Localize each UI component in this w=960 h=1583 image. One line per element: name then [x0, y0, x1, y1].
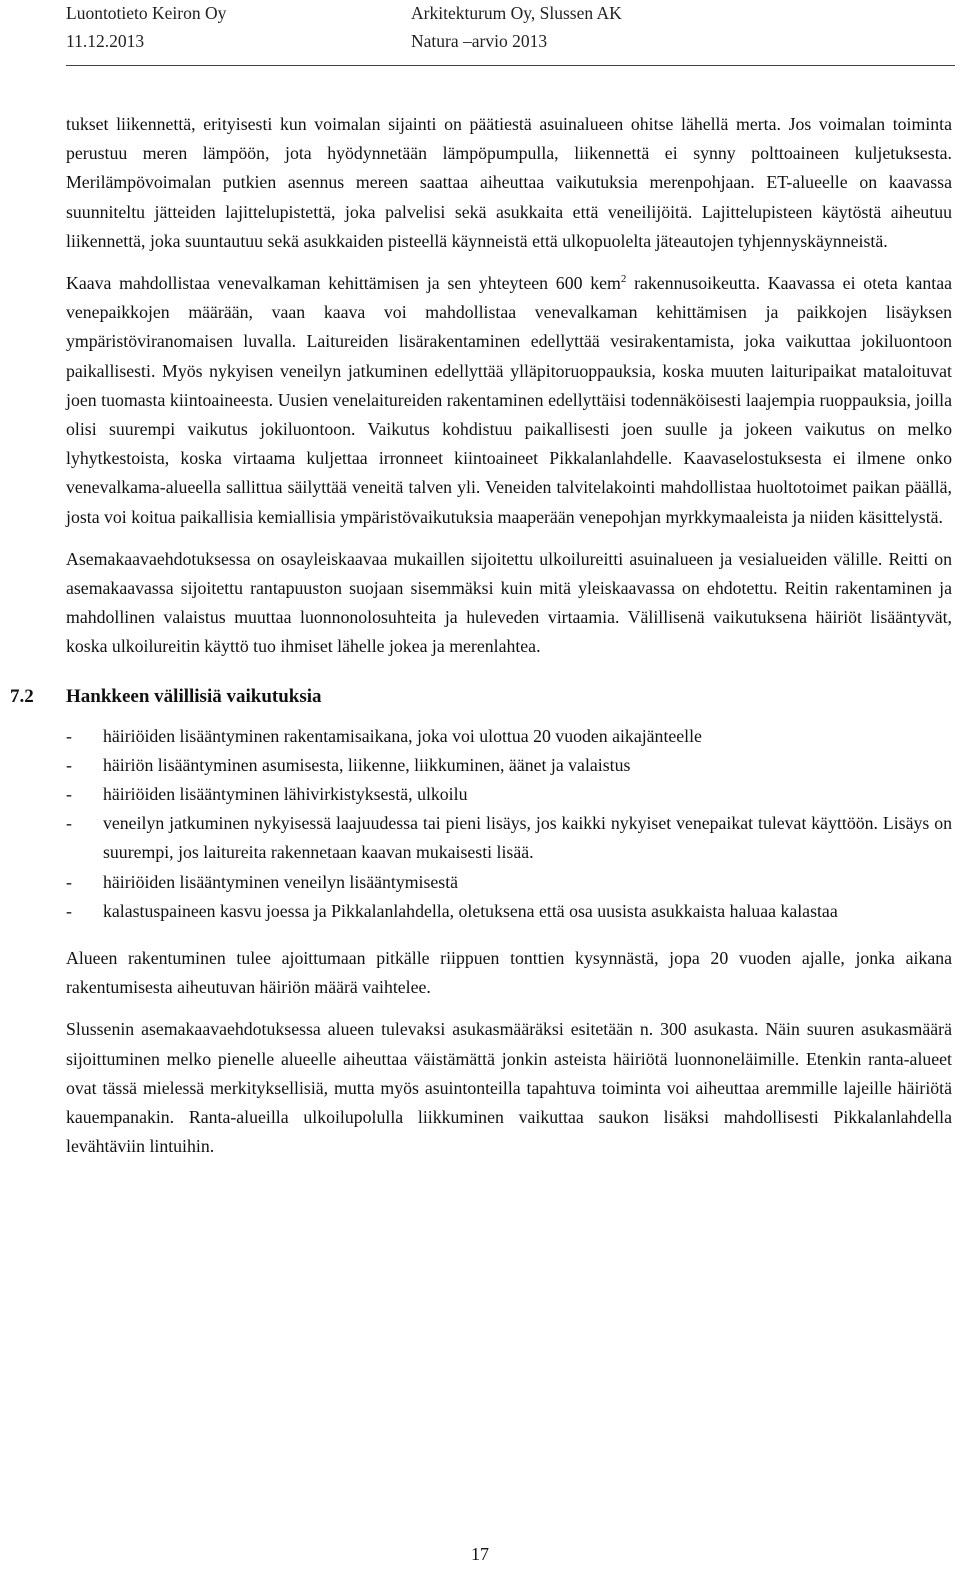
impact-list	[66, 722, 952, 926]
list-item	[66, 780, 952, 809]
section-title: Hankkeen välillisiä vaikutuksia	[66, 685, 322, 707]
list-item	[66, 722, 952, 751]
body-paragraph: Slussenin asemakaavaehdotuksessa alueen tulevaksi asukasmääräksi esitetään n. 300 asukasta. Näin suuren asukasmäärä sijoittuminen melko pienelle alueelle aiheuttaa väistämättä jonkin asteista häiriötä luonnoneläimille. Etenkin ranta-alueet ovat tässä mielessä merkityksellisiä, mutta myös asuintonteilla tapahtuva toiminta voi aiheuttaa aremmille lajeille häiriötä kauempanakin. Ranta-alueilla ulkoilupolulla liikkuminen vaikuttaa saukon lisäksi mahdollisesti Pikkalanlahdella levähtäviin lintuihin.	[66, 1019, 952, 1157]
superscript: 2	[620, 273, 627, 286]
paragraph-text: rakennusoikeutta. Kaavassa ei oteta kantaa venepaikkojen määrään, vaan kaava voi mahdollistaa venevalkaman kehittämisen ja paikkojen lisäyksen ympäristöviranomaisen luvalla. Laitureiden lisärakentaminen edellyttää vesirakentamista, joka vaikuttaa jokiluontoon paikallisesti. Myös nykyisen veneilyn jatkuminen edellyttää ylläpitoruoppauksia, koska muuten laituripaikat mataloituvat joen tuomasta kiintoaineesta. Uusien venelaitureiden rakentaminen edellyttäisi todennäköisesti laajempia ruoppauksia, joilla olisi suurempi vaikutus jokiluontoon. Vaikutus kohdistuu paikallisesti joen suulle ja jokeen vaikutus on melko lyhytkestoista, koska virtaama kuljettaa irronneet kiintoaineet Pikkalanlahdelle. Kaavaselostuksesta ei ilmene onko venevalkama-alueella sallittua säilyttää veneitä talven yli. Veneiden talvitelakointi mahdollistaa huoltotoimet paikan päällä, josta voi koitua paikallisia kemiallisia ympäristövaikutuksia maaperään venepohjan myrkkymaaleista ja niiden käsittelystä.	[66, 273, 952, 527]
body-paragraph: Asemakaavaehdotuksessa on osayleiskaavaa mukaillen sijoitettu ulkoilureitti asuinalueen ja vesialueiden välille. Reitti on asemakaavassa sijoitettu rantapuuston suojaan sisemmäksi kuin mitä yleiskaavassa on ehdotettu. Reitin rakentaminen ja mahdollinen valaistus muuttaa luonnonolosuhteita ja huleveden virtaamia. Välillisenä vaikutuksena häiriöt lisääntyvät, koska ulkoilureitin käyttö tuo ihmiset lähelle jokea ja merenlahtea.	[66, 548, 952, 657]
body-paragraph	[66, 269, 952, 532]
list-dash: -	[66, 900, 72, 921]
page-header	[0, 0, 960, 66]
list-item-text: häiriöiden lisääntyminen veneilyn lisääntymisestä	[103, 871, 459, 892]
list-dash: -	[66, 813, 72, 834]
list-dash: -	[66, 725, 72, 746]
page-number: 17	[471, 1544, 489, 1564]
list-item-text: häiriön lisääntyminen asumisesta, liikenne, liikkuminen, äänet ja valaistus	[103, 754, 631, 775]
list-item	[66, 868, 952, 897]
list-item-text: kalastuspaineen kasvu joessa ja Pikkalanlahdella, oletuksena että osa uusista asukkaista haluaa kalastaa	[103, 900, 838, 921]
header-divider	[66, 65, 955, 66]
body-paragraph: tukset liikennettä, erityisesti kun voimalan sijainti on päätiestä asuinalueen ohitse lähellä merta. Jos voimalan toiminta perustuu meren lämpöön, jota hyödynnetään lämpöpumpulla, liikennettä ei synny polttoaineen kuljetuksesta. Merilämpövoimalan putkien asennus mereen saattaa aiheuttaa vaikutuksia merenpohjaan. ET-alueelle on kaavassa suunniteltu jätteiden lajittelupistettä, joka palvelisi sekä asukkaita että veneilijöitä. Lajittelupisteen käytöstä aiheutuu liikennettä, joka suuntautuu sekä asukkaiden pisteellä käynneistä että ulkopuolelta jäteautojen tyhjennyskäynneistä.	[66, 114, 952, 251]
list-item-text: veneilyn jatkuminen nykyisessä laajuudessa tai pieni lisäys, jos kaikki nykyiset venepaikat tulevat käyttöön. Lisäys on suurempi, jos laitureita rakennetaan kaavan mukaisesti lisää.	[103, 813, 952, 863]
section-number: 7.2	[10, 685, 34, 707]
header-author: Luontotieto Keiron Oy	[66, 3, 227, 23]
list-item	[66, 897, 952, 926]
list-item-text: häiriöiden lisääntyminen lähivirkistyksestä, ulkoilu	[103, 784, 468, 805]
list-dash: -	[66, 784, 72, 805]
list-item-text: häiriöiden lisääntyminen rakentamisaikana, joka voi ulottua 20 vuoden aikajänteelle	[103, 725, 702, 746]
header-date: 11.12.2013	[66, 31, 145, 51]
section-heading	[10, 682, 952, 712]
header-document-title: Natura –arvio 2013	[411, 31, 548, 51]
list-dash: -	[66, 871, 72, 892]
header-client: Arkitekturum Oy, Slussen AK	[411, 3, 622, 23]
paragraph-text: Kaava mahdollistaa venevalkaman kehittämisen ja sen yhteyteen 600 kem	[66, 273, 621, 294]
document-body	[10, 110, 952, 1162]
body-paragraph: Alueen rakentuminen tulee ajoittumaan pitkälle riippuen tonttien kysynnästä, jopa 20 vuoden ajalle, jonka aikana rakentumisesta aiheutuvan häiriön määrä vaihtelee.	[66, 948, 952, 998]
list-dash: -	[66, 754, 72, 775]
list-item	[66, 751, 952, 780]
list-item	[66, 809, 952, 867]
